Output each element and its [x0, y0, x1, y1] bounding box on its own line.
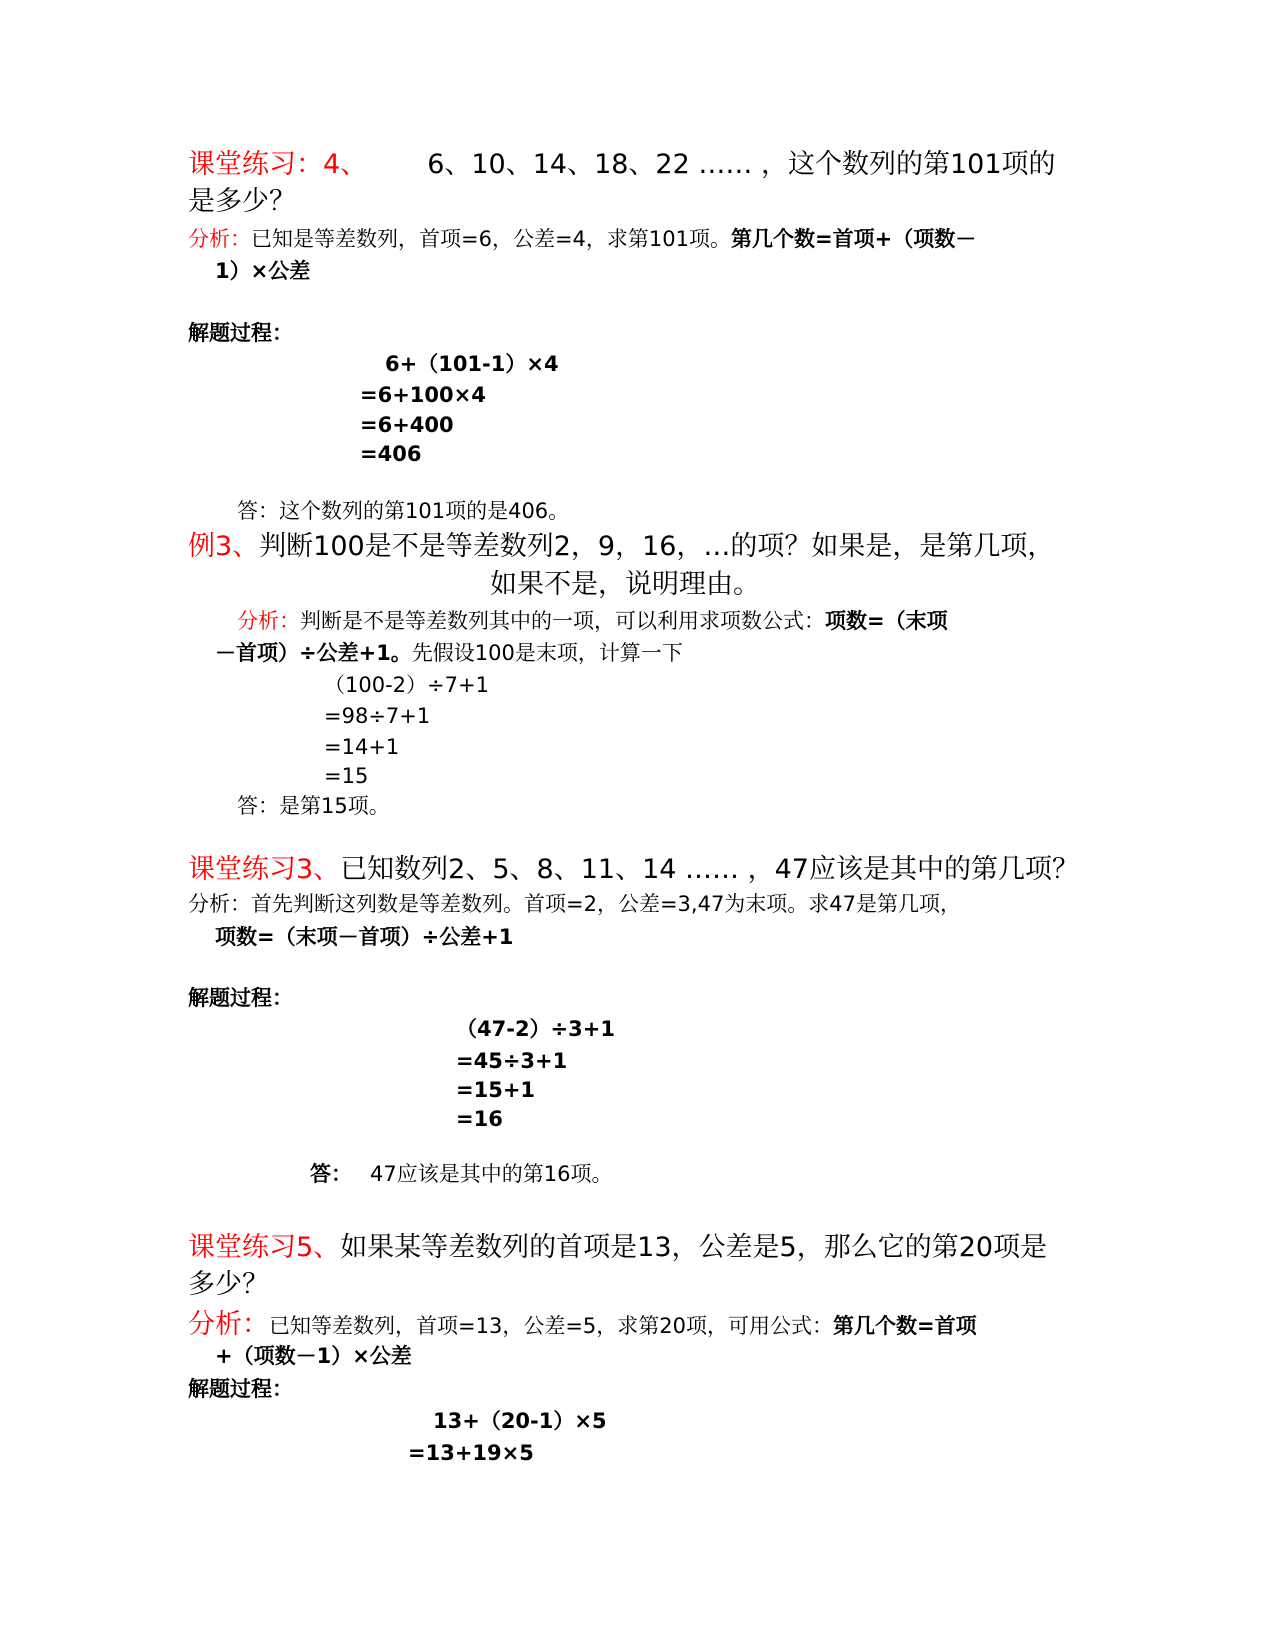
ex3-title-prefix: 例3、 — [188, 531, 260, 562]
sec5-title — [188, 1233, 1047, 1263]
ex3-step-4: =15 — [324, 764, 369, 788]
sec5-analysis — [188, 1310, 977, 1340]
sec1-title-seq: 6、10、14、18、22 …… ，这个数列的第101项的 — [427, 149, 1056, 180]
sec1-answer: 答：这个数列的第101项的是406。 — [237, 499, 570, 523]
sec1-analysis-text: 已知是等差数列，首项=6，公差=4，求第101项。 — [251, 227, 731, 251]
ex3-title-cont: 如果不是，说明理由。 — [490, 569, 760, 600]
sec5-step-1: 13+（20-1）×5 — [433, 1409, 607, 1433]
sec5-title-text: 如果某等差数列的首项是13，公差是5，那么它的第20项是 — [340, 1232, 1048, 1263]
sec1-step-1: 6+（101-1）×4 — [385, 352, 559, 376]
sec1-analysis — [188, 228, 976, 251]
sec3-title — [188, 855, 1079, 885]
sec1-step-2: =6+100×4 — [360, 383, 486, 407]
ex3-analysis-tail: 先假设100是末项，计算一下 — [411, 641, 683, 665]
sec5-title-prefix: 课堂练习5、 — [188, 1232, 341, 1263]
ex3-title-text: 判断100是不是等差数列2，9，16，…的项？如果是，是第几项， — [259, 531, 1055, 562]
sec1-analysis-label: 分析： — [188, 227, 251, 251]
sec5-analysis-formula-cont: +（项数－1）×公差 — [215, 1344, 412, 1368]
sec3-analysis: 分析：首先判断这列数是等差数列。首项=2，公差=3,47为末项。求47是第几项， — [188, 892, 962, 916]
ex3-step-1: （100-2）÷7+1 — [324, 673, 489, 697]
sec1-step-3: =6+400 — [360, 413, 454, 437]
sec3-analysis-formula: 项数=（末项－首项）÷公差+1 — [215, 925, 514, 949]
sec3-process-label: 解题过程： — [188, 986, 293, 1010]
sec5-title-cont: 多少？ — [188, 1269, 269, 1300]
sec3-step-3: =15+1 — [456, 1078, 536, 1102]
sec3-title-prefix: 课堂练习3、 — [188, 854, 341, 885]
sec3-step-1: （47-2）÷3+1 — [456, 1017, 615, 1041]
ex3-answer: 答：是第15项。 — [237, 794, 390, 818]
ex3-step-2: =98÷7+1 — [324, 704, 431, 728]
sec5-process-label: 解题过程： — [188, 1377, 293, 1401]
ex3-analysis-text: 判断是不是等差数列其中的一项，可以利用求项数公式： — [300, 609, 825, 633]
ex3-title — [188, 532, 1054, 562]
sec1-analysis-formula: 第几个数=首项+（项数－ — [731, 227, 977, 251]
sec3-title-text: 已知数列2、5、8、11、14 …… ，47应该是其中的第几项？ — [340, 854, 1079, 885]
sec3-step-4: =16 — [456, 1107, 503, 1131]
sec1-analysis-formula-cont: 1）×公差 — [215, 259, 311, 283]
ex3-analysis — [237, 610, 948, 633]
ex3-analysis-label: 分析： — [237, 609, 300, 633]
sec1-title-cont: 是多少？ — [188, 186, 296, 217]
ex3-analysis-formula: 项数=（末项 — [825, 609, 948, 633]
ex3-analysis-formula-cont: －首项）÷公差+1。 — [215, 641, 412, 665]
sec1-step-4: =406 — [360, 442, 422, 466]
sec1-title-prefix: 课堂练习：4、 — [188, 149, 368, 180]
sec1-title — [188, 150, 1056, 180]
ex3-analysis-cont — [215, 642, 683, 665]
sec5-analysis-label: 分析： — [188, 1309, 269, 1340]
ex3-step-3: =14+1 — [324, 735, 400, 759]
sec3-answer-text: 47应该是其中的第16项。 — [370, 1162, 613, 1186]
sec1-process-label: 解题过程： — [188, 321, 293, 345]
sec3-answer-label: 答： — [310, 1162, 352, 1186]
sec5-analysis-text: 已知等差数列，首项=13，公差=5，求第20项，可用公式： — [269, 1314, 833, 1338]
sec5-step-2: =13+19×5 — [408, 1441, 534, 1465]
sec3-step-2: =45÷3+1 — [456, 1049, 568, 1073]
sec5-analysis-formula: 第几个数=首项 — [833, 1314, 977, 1338]
sec3-answer — [310, 1163, 612, 1186]
